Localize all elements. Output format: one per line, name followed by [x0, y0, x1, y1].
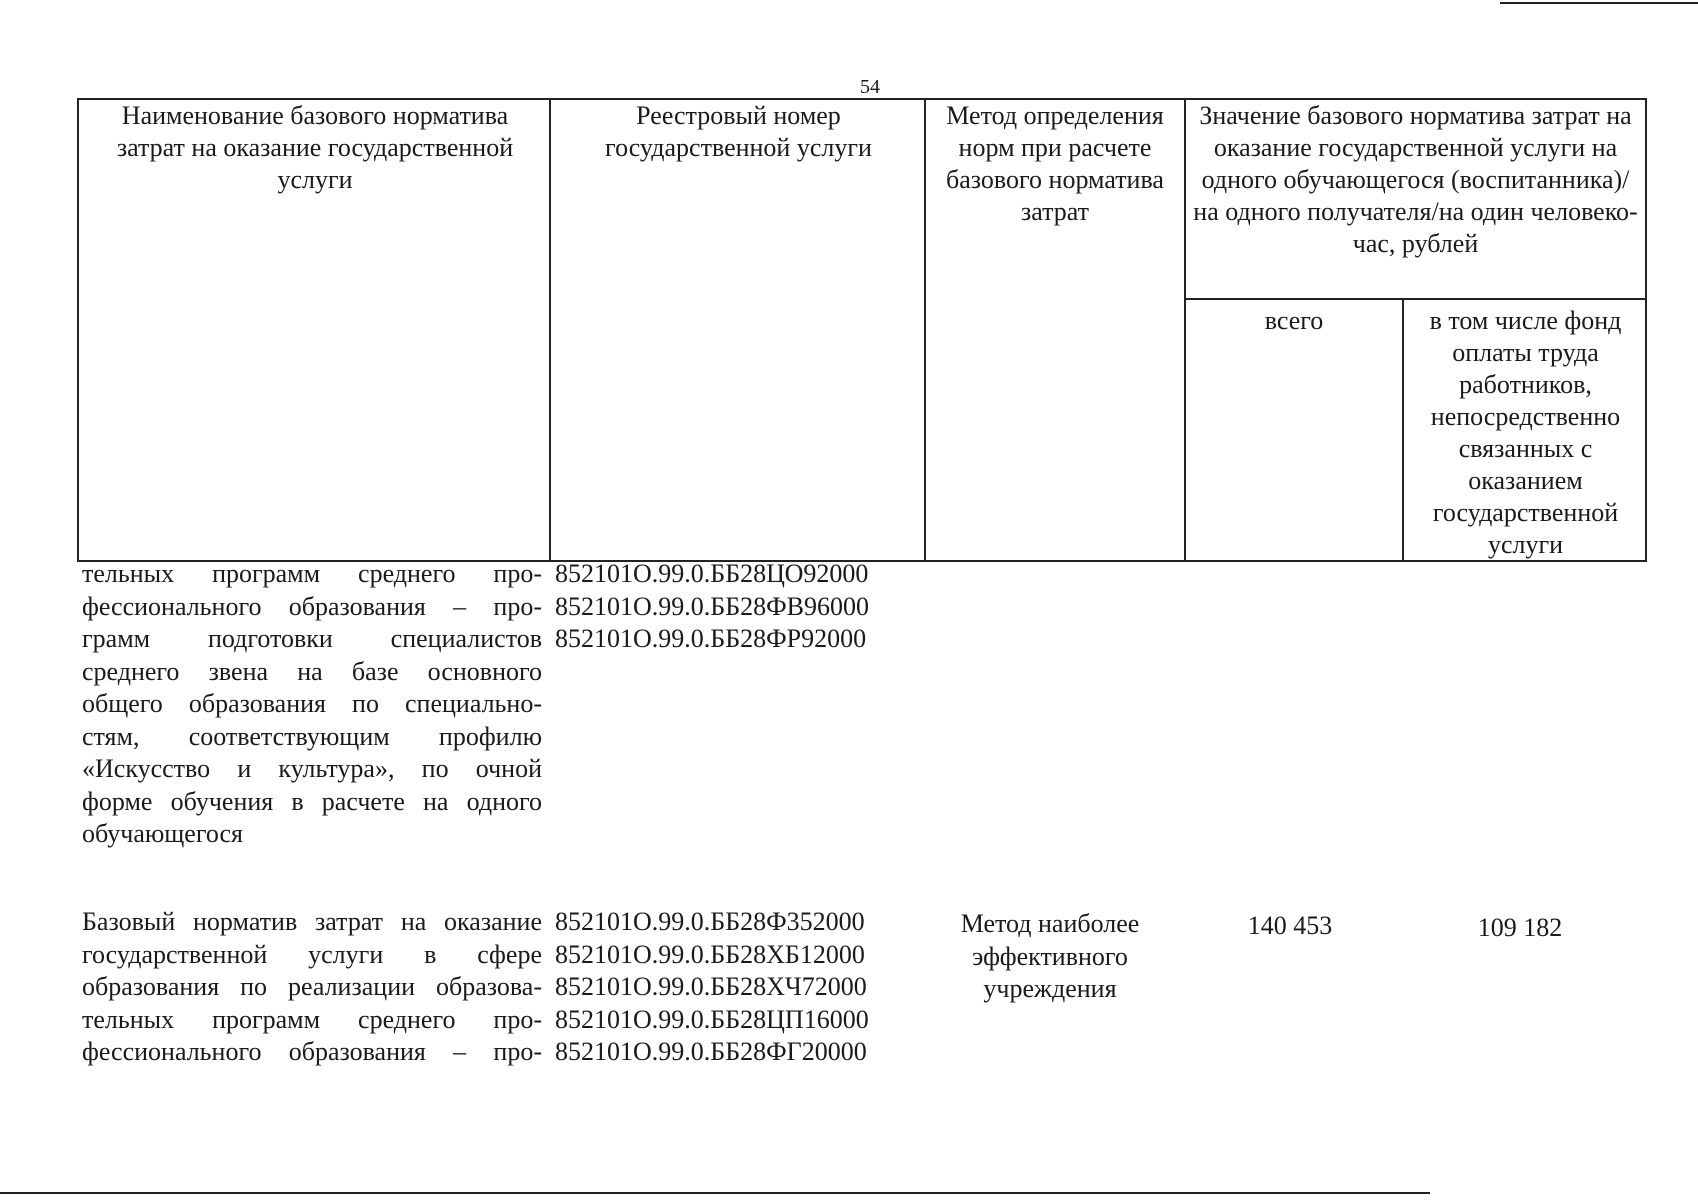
service-name-line: «Искусство и культура», по очной [82, 754, 542, 783]
total-value: 140 453 [1247, 911, 1333, 940]
registry-codes-cell [555, 906, 915, 1069]
header-method-column: Метод определения норм при расчете базового норматива затрат [946, 101, 1164, 226]
service-name-line: обучающегося [82, 819, 244, 848]
registry-code: 852101О.99.0.ББ28ЦП16000 [555, 1004, 869, 1034]
service-name-line: грамм подготовки специалистов [82, 624, 542, 653]
header-value-column: Значение базового норматива затрат на оказание государственной услуги на одного обучающегося (воспитанника)/на одного получателя/на один человеко-час, рублей [1193, 101, 1638, 258]
registry-code: 852101О.99.0.ББ28ФГ20000 [555, 1037, 867, 1066]
registry-code: 852101О.99.0.ББ28Ф352000 [555, 907, 865, 936]
registry-code: 852101О.99.0.ББ28ХЧ72000 [555, 972, 867, 1001]
service-name-line: фессионального образования – про- [82, 591, 542, 621]
registry-code: 852101О.99.0.ББ28ХБ12000 [555, 939, 865, 969]
service-name-line: Базовый норматив затрат на оказание [82, 907, 542, 936]
bottom-rule [0, 1192, 1430, 1194]
method-cell: Метод наиболее эффективного учреждения [960, 909, 1140, 1003]
header-sub-total: всего [1264, 306, 1324, 335]
header-registry-column: Реестровый номер государственной услуги [605, 101, 872, 162]
registry-codes-cell [555, 558, 915, 656]
service-name-line: тельных программ среднего про- [82, 559, 542, 588]
header-sub-wage: в том числе фонд оплаты труда работников, непосредственно связанных с оказанием государственной услуги [1429, 306, 1622, 559]
header-subdivider [1186, 298, 1647, 300]
service-name-line: образования по реализации образова- [82, 972, 542, 1001]
header-name-column: Наименование базового норматива затрат на оказание государственной услуги [116, 101, 514, 194]
wage-value: 109 182 [1477, 913, 1563, 942]
service-name-line: тельных программ среднего про- [82, 1004, 542, 1034]
service-name-line: среднего звена на базе основного [82, 656, 542, 686]
service-name-cell [82, 558, 542, 851]
table-header [77, 98, 1647, 562]
page-number: 54 [860, 76, 880, 98]
header-divider [549, 100, 551, 560]
service-name-cell [82, 906, 542, 1069]
service-name-line: фессионального образования – про- [82, 1037, 542, 1066]
registry-code: 852101О.99.0.ББ28ФР92000 [555, 624, 867, 653]
registry-code: 852101О.99.0.ББ28ЦО92000 [555, 559, 869, 588]
service-name-line: стям, соответствующим профилю [82, 721, 542, 751]
top-right-rule [1500, 2, 1698, 4]
service-name-line: государственной услуги в сфере [82, 939, 542, 969]
service-name-line: общего образования по специально- [82, 689, 542, 718]
registry-code: 852101О.99.0.ББ28ФВ96000 [555, 591, 870, 621]
service-name-line: форме обучения в расчете на одного [82, 786, 542, 816]
